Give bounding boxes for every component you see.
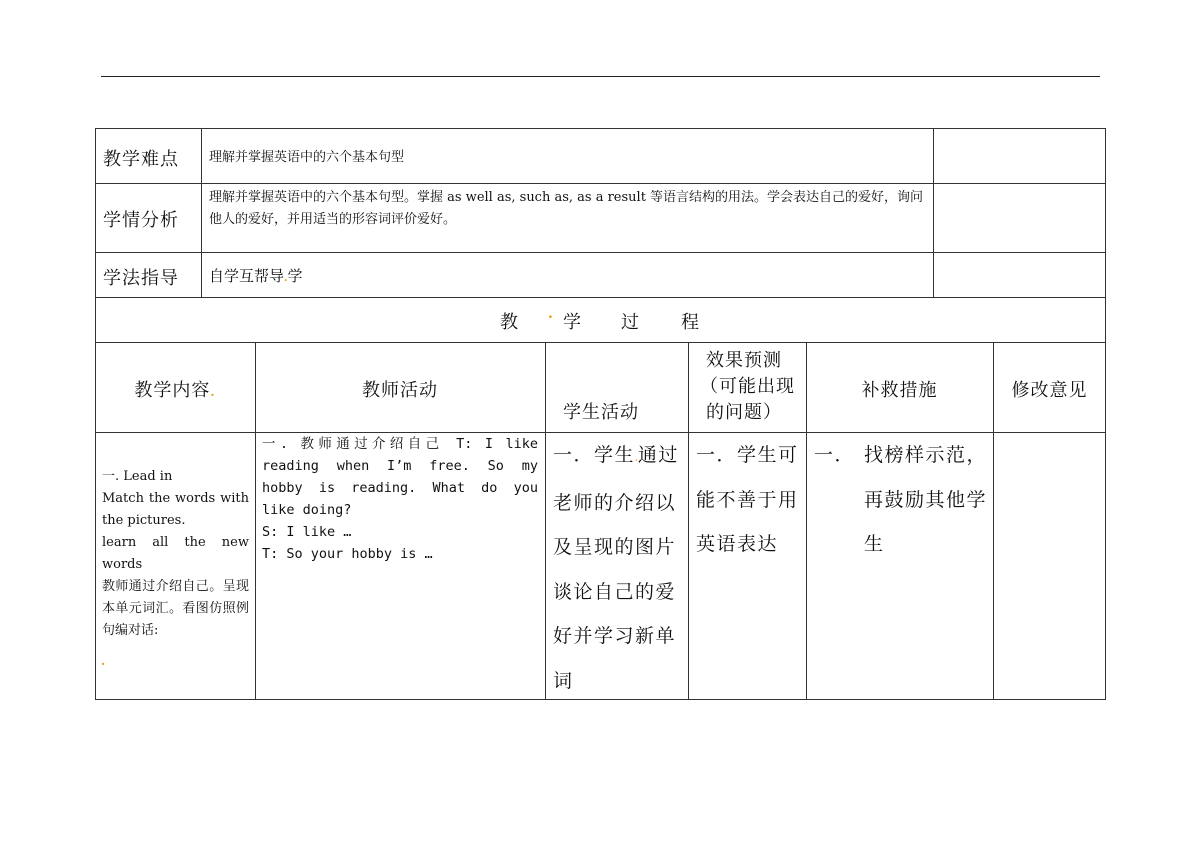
content-line: Match the words with the pictures. [102, 491, 249, 528]
stray-dot: . [101, 654, 106, 668]
header-content-text: 教学内容 [134, 380, 211, 401]
header-rule [101, 76, 1100, 77]
header-student: 学生活动 [563, 402, 639, 423]
content-line: 教师通过介绍自己。呈现本单元词汇。看图仿照例句编对话: [102, 579, 249, 638]
content-line: 一. Lead in [102, 469, 173, 484]
student-text-a: 一．学生 [553, 444, 636, 466]
teacher-line: T: So your hobby is … [262, 546, 433, 562]
process-char: 程 [681, 312, 699, 333]
student-cell [553, 433, 685, 703]
header-effect-line: 的问题） [706, 402, 782, 423]
stray-dot: . [284, 273, 288, 284]
process-char: 过 [621, 312, 639, 333]
row-divider [95, 297, 1106, 298]
row-divider [95, 183, 1106, 184]
method-label: 学法指导 [103, 268, 179, 289]
header-content [95, 376, 255, 402]
remedy-num: 一． [814, 444, 856, 466]
header-remedy: 补救措施 [861, 380, 938, 401]
student-text-b: 通过老师的介绍以及呈现的图片谈论自己的爱好并学习新单词 [553, 444, 679, 692]
teacher-line: 一. 教师通过介绍自己 T: I like reading when I’m free. So my hobby is reading. What do you like doing? [262, 436, 538, 518]
method-content-b: 学 [287, 267, 303, 285]
method-content [209, 265, 303, 286]
process-char: 教 [500, 312, 518, 333]
col-divider [688, 342, 689, 700]
row-divider [95, 252, 1106, 253]
stray-dot: . [548, 306, 553, 322]
header-effect-line: 效果预测 [706, 350, 782, 371]
col-divider [545, 342, 546, 700]
row-divider [95, 342, 1106, 343]
header-revision: 修改意见 [1011, 380, 1088, 401]
stray-dot: . [635, 453, 638, 463]
teacher-cell [262, 433, 538, 565]
header-teacher: 教师活动 [362, 380, 438, 401]
content-cell [102, 466, 249, 642]
teacher-line: S: I like … [262, 524, 352, 540]
stray-dot: . [210, 385, 216, 399]
difficulty-content: 理解并掌握英语中的六个基本句型 [209, 150, 405, 165]
analysis-content: 理解并掌握英语中的六个基本句型。掌握 as well as, such as, as a result 等语言结构的用法。学会表达自己的爱好，询问他人的爱好，并用适当的形容词评价爱好。 [209, 190, 924, 227]
col-divider [933, 128, 934, 297]
analysis-label: 学情分析 [103, 210, 179, 231]
header-effect [700, 348, 795, 426]
header-effect-line: （可能出现 [700, 376, 795, 397]
difficulty-label: 教学难点 [103, 149, 179, 170]
content-line: learn all the new words [102, 535, 249, 572]
remedy-cell: 找榜样示范，再鼓励其他学生 [864, 444, 988, 555]
col-divider [201, 128, 202, 297]
process-char: 学 [563, 312, 581, 333]
effect-cell: 一．学生可能不善于用英语表达 [696, 444, 799, 555]
method-content-a: 自学互帮导 [209, 267, 285, 285]
